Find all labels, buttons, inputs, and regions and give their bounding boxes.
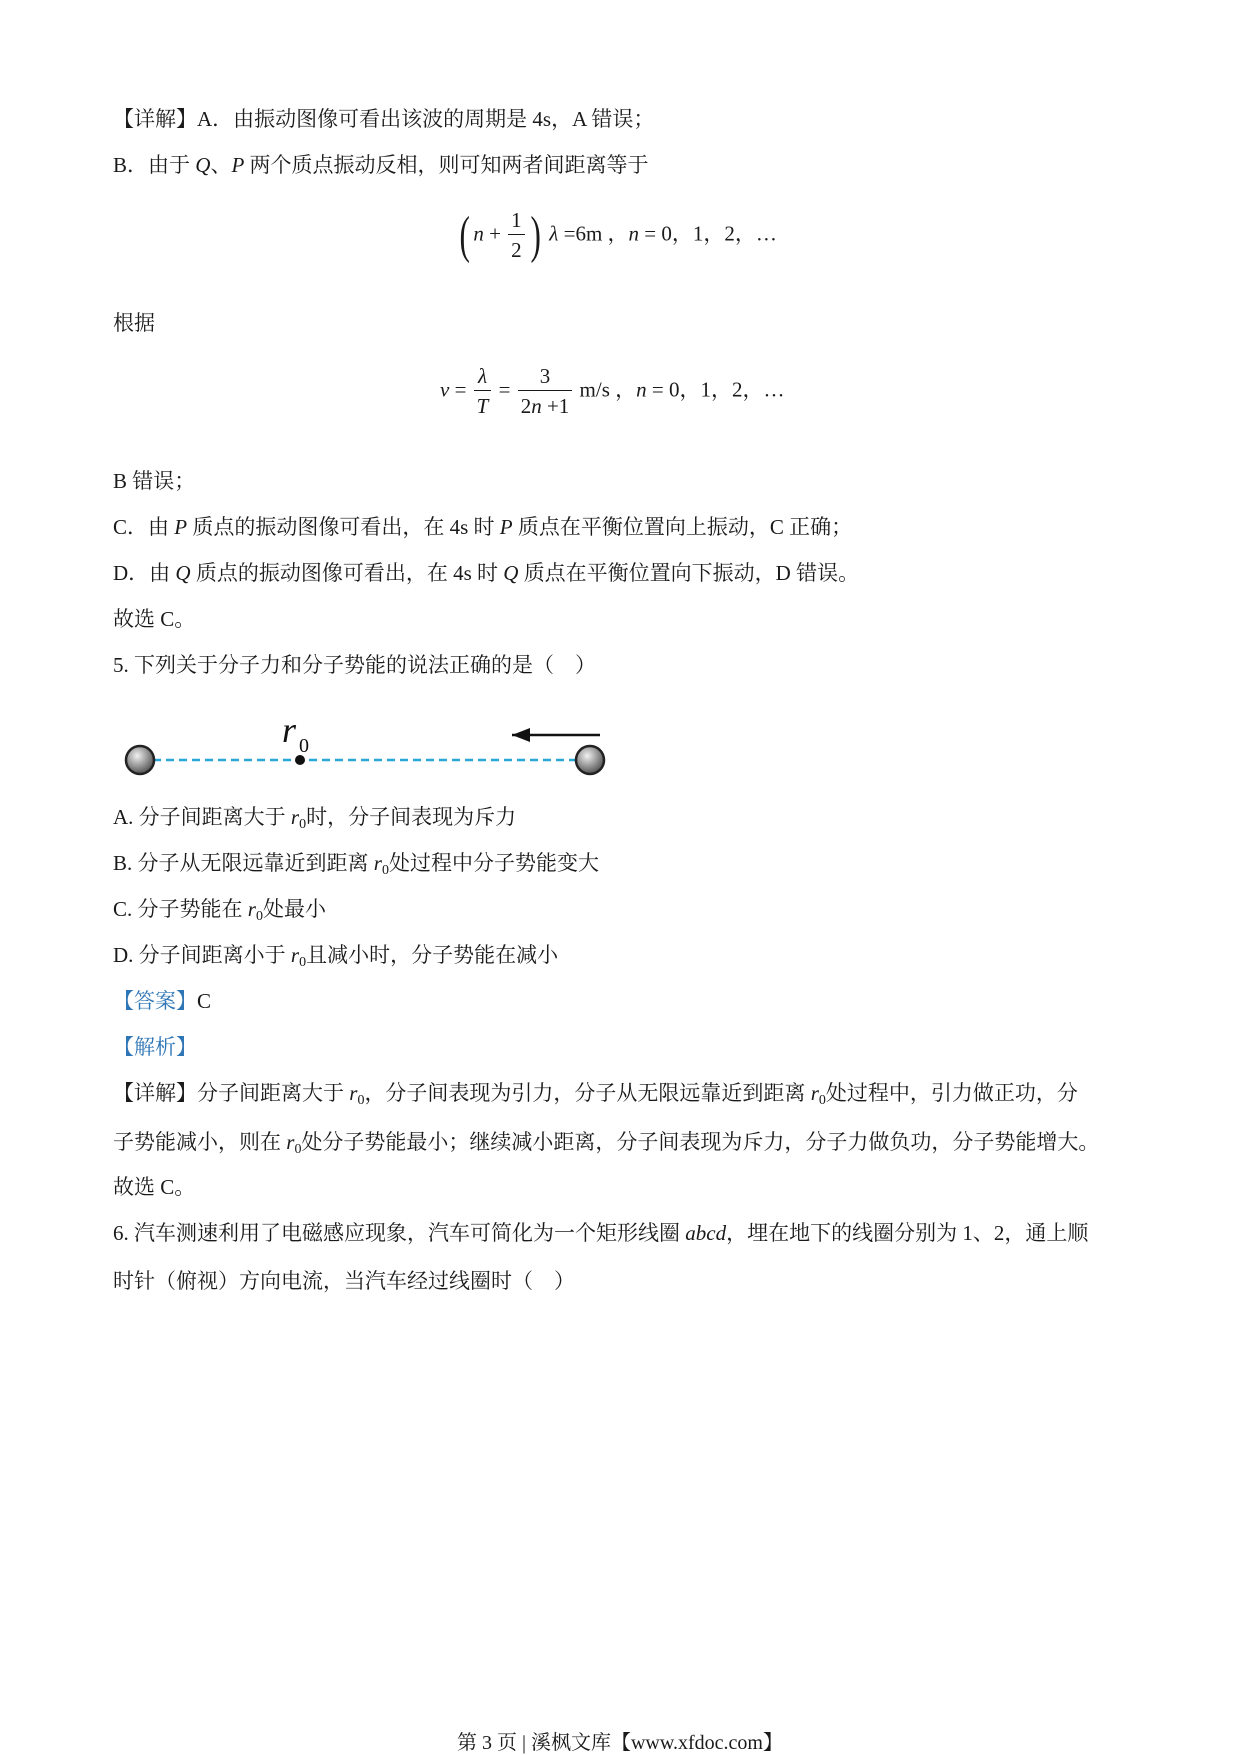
analysis-tag: 【解析】 <box>113 1035 197 1059</box>
detail-line-c: C．由 P 质点的振动图像可看出，在 4s 时 P 质点在平衡位置向上振动，C 正确； <box>113 515 853 539</box>
answer-tag: 【答案】 <box>113 989 197 1013</box>
question-6-line-2: 时针（俯视）方向电流，当汽车经过线圈时（ ） <box>113 1269 575 1293</box>
question-6-line-1: 6. 汽车测速利用了电磁感应现象，汽车可简化为一个矩形线圈 abcd，埋在地下的线圈分别为 1、2，通上顺 <box>113 1221 1089 1245</box>
fraction-one-half: $\frac{1}{2}$ <box>508 206 525 265</box>
option-b: B. 分子从无限远靠近到距离 r0处过程中分子势能变大 <box>113 851 599 878</box>
analysis-tag-line <box>113 1032 197 1062</box>
option-d: D. 分子间距离小于 r0且减小时，分子势能在减小 <box>113 943 559 970</box>
option-a: A. 分子间距离大于 r0时，分子间表现为斥力 <box>113 805 517 832</box>
option-c: C. 分子势能在 r0处最小 <box>113 897 326 924</box>
fraction-3-over-2n1: $\frac{3}{2n +1}$ <box>518 362 573 421</box>
text-choose-c: 故选 C。 <box>113 607 196 631</box>
detail-5-line-2: 子势能减小，则在 r0处分子势能最小；继续减小距离，分子间表现为斥力，分子力做负功，分子势能增大。 <box>113 1130 1100 1157</box>
text-b-wrong: B 错误； <box>113 469 196 493</box>
detail-line-b: B．由于 Q、P 两个质点振动反相，则可知两者间距离等于 <box>113 153 649 177</box>
fraction-lambda-over-t: $\frac{\lambda}{T}$ <box>474 362 492 421</box>
molecule-left <box>126 746 154 774</box>
equation-distance: ( n + $\frac{1}{2}$ ) λ =6m ，n = 0，1，2，… <box>459 206 777 264</box>
r0-label: r <box>282 710 297 750</box>
molecule-diagram <box>110 700 630 780</box>
detail-5-line-1: 【详解】分子间距离大于 r0，分子间表现为引力，分子从无限远靠近到距离 r0处过程中，引力做正功，分 <box>113 1081 1078 1108</box>
molecule-right <box>576 746 604 774</box>
text-genju: 根据 <box>113 311 155 335</box>
detail-line-a: 【详解】A．由振动图像可看出该波的周期是 4s，A 错误； <box>113 107 655 131</box>
text-choose-c-2: 故选 C。 <box>113 1175 196 1199</box>
equation-velocity: v = $\frac{\lambda}{T}$ = $\frac{3}{2n +1}$ m/s ，n = 0，1，2，… <box>440 362 784 421</box>
answer-line: 【答案】C <box>113 989 212 1013</box>
question-5: 5. 下列关于分子力和分子势能的说法正确的是（ ） <box>113 653 596 677</box>
page-footer: 第 3 页 | 溪枫文库【www.xfdoc.com】 <box>456 1732 783 1754</box>
arrow-left-icon <box>512 728 530 742</box>
r0-subscript: 0 <box>299 735 309 757</box>
detail-line-d: D．由 Q 质点的振动图像可看出，在 4s 时 Q 质点在平衡位置向下振动，D 错误。 <box>113 561 860 585</box>
